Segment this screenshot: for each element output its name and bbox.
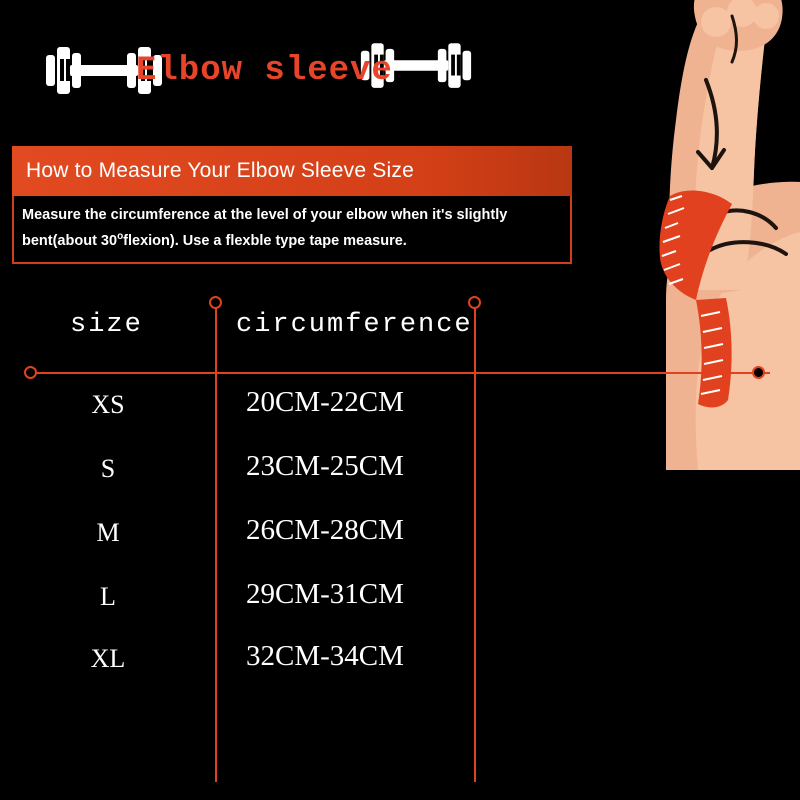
table-vertical-rule-right	[474, 302, 476, 782]
table-row: XL	[90, 644, 126, 673]
table-row: S	[100, 454, 116, 483]
table-vertical-rule-left	[215, 302, 217, 782]
page-title: Elbow sleeve	[136, 52, 393, 90]
table-row: 32CM-34CM	[246, 640, 404, 672]
table-row: 26CM-28CM	[246, 514, 404, 546]
table-row: 23CM-25CM	[246, 450, 404, 482]
table-row: M	[96, 518, 120, 547]
table-row: L	[100, 582, 116, 611]
instructions-line-2-post: flexion). Use a flexble type tape measure.	[123, 232, 407, 249]
instructions-line-1: Measure the circumference at the level of your elbow when it's slightly	[22, 207, 508, 223]
instructions-heading: How to Measure Your Elbow Sleeve Size	[26, 159, 414, 182]
measure-instructions-panel	[12, 146, 572, 264]
size-table	[0, 282, 800, 800]
column-header-circumference: circumference	[236, 310, 473, 340]
instructions-body	[12, 196, 572, 264]
column-header-size: size	[70, 310, 143, 340]
table-row: 29CM-31CM	[246, 578, 404, 610]
table-horizontal-rule	[30, 372, 770, 374]
grid-node-dot	[752, 366, 765, 379]
degree-symbol: o	[117, 231, 124, 242]
table-row: 20CM-22CM	[246, 386, 404, 418]
grid-node-dot	[24, 366, 37, 379]
grid-node-dot	[209, 296, 222, 309]
grid-node-dot	[468, 296, 481, 309]
instructions-line-2-pre: bent(about 30	[22, 232, 118, 249]
table-row: XS	[91, 390, 125, 419]
instructions-heading-bar	[12, 146, 572, 196]
